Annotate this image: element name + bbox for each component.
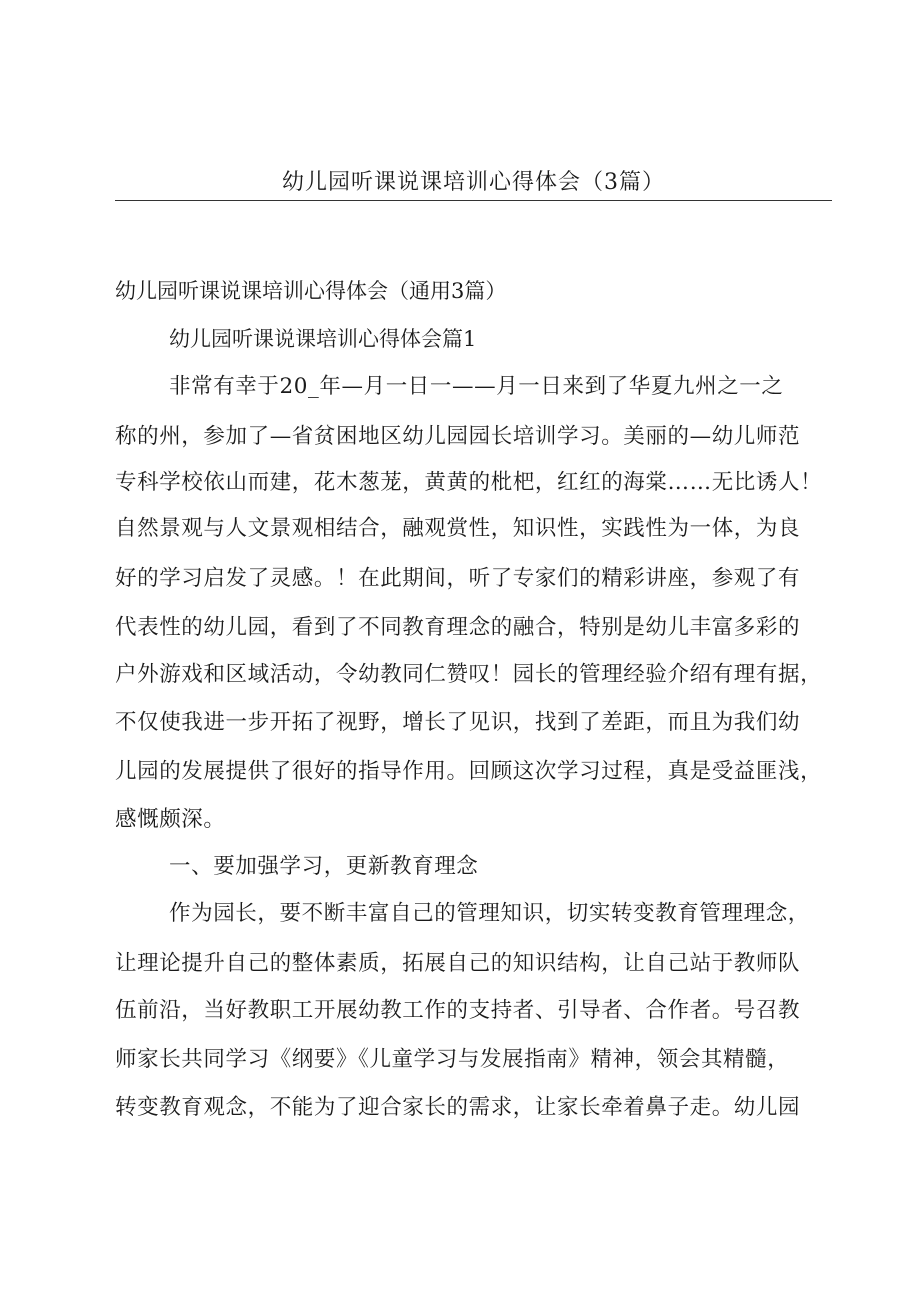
page-header (115, 168, 832, 201)
paragraph-line: 称的州，参加了—省贫困地区幼儿园园长培训学习。美丽的—幼儿师范 (115, 424, 801, 449)
paragraph-line: 感慨颇深。 (115, 807, 226, 832)
paragraph-line: 伍前沿，当好教职工开展幼教工作的支持者、引导者、合作者。号召教 (115, 998, 801, 1023)
paragraph-line: 专科学校依山而建，花木葱茏，黄黄的枇杷，红红的海棠……无比诱人！ (115, 470, 823, 495)
paragraph-line: 转变教育观念，不能为了迎合家长的需求，让家长牵着鼻子走。幼儿园 (115, 1095, 801, 1120)
paragraph-line: 不仅使我进一步开拓了视野，增长了见识，找到了差距，而且为我们幼 (115, 710, 801, 735)
paragraph-line: 师家长共同学习《纲要》《儿童学习与发展指南》精神，领会其精髓， (115, 1047, 790, 1072)
document-title: 幼儿园听课说课培训心得体会（3篇） (282, 170, 665, 195)
paragraph-line: 代表性的幼儿园，看到了不同教育理念的融合，特别是幼儿丰富多彩的 (115, 615, 801, 640)
article-heading: 幼儿园听课说课培训心得体会篇1 (169, 327, 477, 351)
paragraph-line: 作为园长，要不断丰富自己的管理知识，切实转变教育管理理念， (169, 901, 810, 926)
section-heading: 一、要加强学习，更新教育理念 (169, 854, 479, 879)
document-subtitle: 幼儿园听课说课培训心得体会（通用3篇） (115, 279, 507, 303)
paragraph-line: 非常有幸于20_年—月一日一——月一日来到了华夏九州之一之 (169, 374, 784, 399)
paragraph-line: 户外游戏和区域活动，令幼教同仁赞叹！园长的管理经验介绍有理有据， (115, 662, 823, 687)
paragraph-line: 自然景观与人文景观相结合，融观赏性，知识性，实践性为一体，为良 (115, 516, 801, 541)
paragraph-line: 好的学习启发了灵感。！在此期间，听了专家们的精彩讲座，参观了有 (115, 566, 801, 591)
paragraph-line: 儿园的发展提供了很好的指导作用。回顾这次学习过程，真是受益匪浅， (115, 759, 823, 784)
paragraph-line: 让理论提升自己的整体素质，拓展自己的知识结构，让自己站于教师队 (115, 951, 801, 976)
